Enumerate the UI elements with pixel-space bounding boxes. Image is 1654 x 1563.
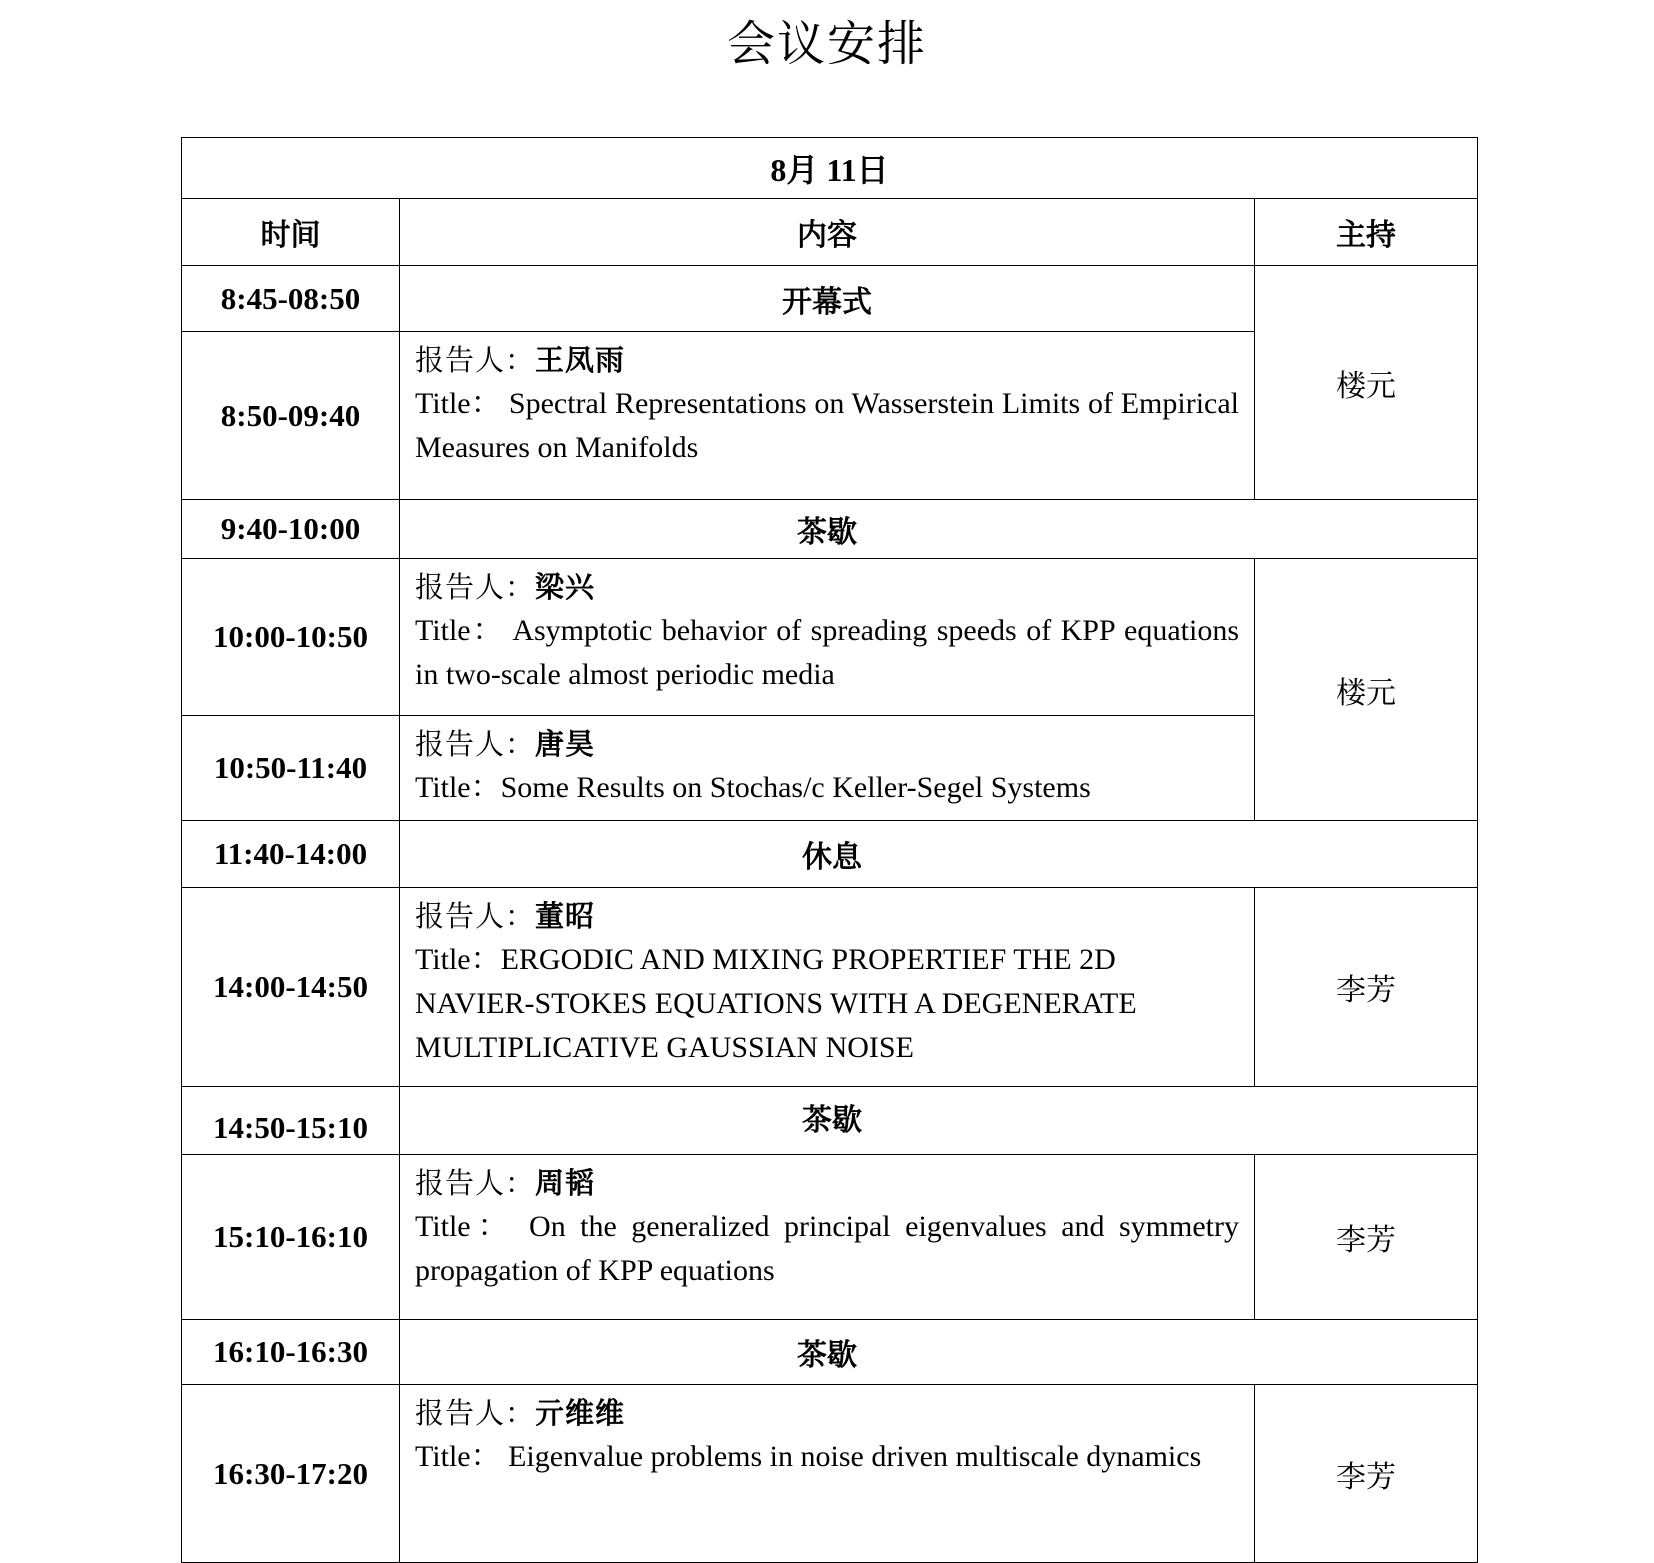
time-cell: 14:50-15:10 <box>182 1087 400 1155</box>
table-row <box>182 888 1478 1087</box>
talk-cell <box>400 888 1255 1087</box>
talk-cell <box>400 1385 1255 1563</box>
break-label: 茶歇 <box>400 1320 1478 1385</box>
opening-label: 开幕式 <box>400 266 1255 332</box>
lunch-label: 休息 <box>400 821 1478 888</box>
speaker-line <box>415 565 1239 609</box>
header-content: 内容 <box>400 199 1255 266</box>
time-cell: 16:30-17:20 <box>182 1385 400 1563</box>
speaker-label: 报告人： <box>415 1396 536 1430</box>
page-title: 会议安排 <box>726 16 927 72</box>
host-cell: 李芳 <box>1255 1155 1478 1320</box>
break-label: 茶歇 <box>400 1087 1478 1155</box>
table-row <box>182 821 1478 888</box>
speaker-line <box>415 894 1239 938</box>
time-cell: 14:00-14:50 <box>182 888 400 1087</box>
date-heading: 8月 11日 <box>182 138 1478 199</box>
table-row <box>182 1385 1478 1563</box>
table-row <box>182 1320 1478 1385</box>
talk-cell <box>400 716 1255 821</box>
speaker-label: 报告人： <box>415 343 536 377</box>
talk-title: Title： Eigenvalue problems in noise driven multiscale dynamics <box>415 1440 1202 1473</box>
host-cell: 楼元 <box>1255 559 1478 821</box>
speaker-line <box>415 1391 1239 1435</box>
break-label: 茶歇 <box>400 500 1478 559</box>
talk-title: Title： On the generalized principal eigenvalues and symmetry propagation of KPP equations <box>415 1210 1239 1287</box>
speaker-label: 报告人： <box>415 1166 536 1200</box>
talk-title: Title： Asymptotic behavior of spreading speeds of KPP equations in two-scale almost periodic media <box>415 614 1239 691</box>
speaker-label: 报告人： <box>415 899 536 933</box>
talk-cell <box>400 332 1255 500</box>
header-time: 时间 <box>182 199 400 266</box>
time-cell: 10:00-10:50 <box>182 559 400 716</box>
table-row <box>182 500 1478 559</box>
host-cell: 楼元 <box>1255 266 1478 500</box>
header-row <box>182 199 1478 266</box>
speaker-name: 梁兴 <box>535 570 596 604</box>
host-cell: 李芳 <box>1255 1385 1478 1563</box>
speaker-name: 董昭 <box>535 899 596 933</box>
table-row <box>182 266 1478 332</box>
talk-cell <box>400 559 1255 716</box>
speaker-name: 亓维维 <box>535 1396 626 1430</box>
time-cell: 11:40-14:00 <box>182 821 400 888</box>
table-row <box>182 1087 1478 1155</box>
speaker-line <box>415 1161 1239 1205</box>
talk-cell <box>400 1155 1255 1320</box>
time-cell: 10:50-11:40 <box>182 716 400 821</box>
speaker-label: 报告人： <box>415 727 536 761</box>
time-cell: 8:50-09:40 <box>182 332 400 500</box>
schedule-table <box>181 137 1478 1563</box>
time-cell: 15:10-16:10 <box>182 1155 400 1320</box>
speaker-name: 周韬 <box>535 1166 596 1200</box>
talk-title: Title：Some Results on Stochas/c Keller-Segel Systems <box>415 771 1091 804</box>
speaker-label: 报告人： <box>415 570 536 604</box>
table-row <box>182 1155 1478 1320</box>
talk-title: Title：ERGODIC AND MIXING PROPERTIEF THE 2D NAVIER-STOKES EQUATIONS WITH A DEGENERATE MULTIPLICATIVE GAUSSIAN NOISE <box>415 943 1137 1064</box>
speaker-name: 唐昊 <box>535 727 596 761</box>
host-cell: 李芳 <box>1255 888 1478 1087</box>
header-host: 主持 <box>1255 199 1478 266</box>
table-row <box>182 559 1478 716</box>
speaker-line <box>415 338 1239 382</box>
talk-title: Title： Spectral Representations on Wasserstein Limits of Empirical Measures on Manifolds <box>415 387 1239 464</box>
date-row <box>182 138 1478 199</box>
time-cell: 9:40-10:00 <box>182 500 400 559</box>
time-cell: 16:10-16:30 <box>182 1320 400 1385</box>
speaker-name: 王凤雨 <box>535 343 626 377</box>
speaker-line <box>415 722 1239 766</box>
time-cell: 8:45-08:50 <box>182 266 400 332</box>
